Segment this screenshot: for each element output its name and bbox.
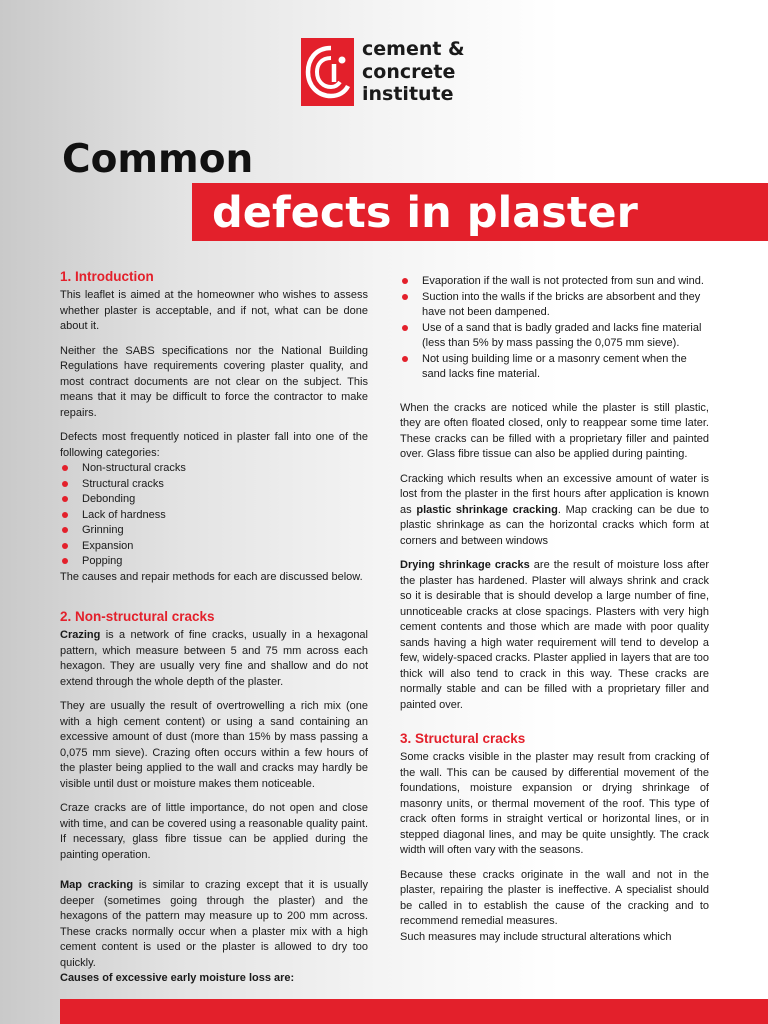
bullet-dot-icon [62, 527, 68, 533]
section-heading-introduction: 1. Introduction [60, 269, 154, 284]
defect-category-list [60, 461, 368, 570]
structural-paragraph-2: Because these cracks originate in the wall and not in the plaster, repairing the plaster is ineffective. A specialist should be called in to establish the cause of the cracking and to recommend remedial measures. [400, 868, 709, 927]
list-item: Lack of hardness [60, 508, 368, 524]
list-item: Expansion [60, 539, 368, 555]
bullet-dot-icon [62, 543, 68, 549]
intro-paragraph-4: The causes and repair methods for each are discussed below. [60, 570, 363, 583]
list-item: Popping [60, 554, 368, 570]
bullet-dot-icon [62, 512, 68, 518]
bullet-dot-icon [62, 465, 68, 471]
cci-logo [301, 38, 491, 108]
intro-paragraph-1: This leaflet is aimed at the homeowner who wishes to assess whether plaster is acceptable, and if not, what can be done about it. [60, 289, 368, 332]
term-drying-shrinkage: Drying shrinkage cracks [400, 559, 530, 571]
bullet-dot-icon [402, 278, 408, 284]
structural-paragraph-3: Such measures may include structural alterations which [400, 930, 672, 943]
footer-red-band [60, 999, 768, 1024]
logo-wordmark [362, 38, 465, 106]
plastic-shrinkage-paragraph: Cracking which results when an excessive amount of water is lost from the plaster in the first hours after application is known as plastic shrinkage cracking. Map cracking can be due to plastic shrinkage as can the horizontal cracks which form at corners and between windows [400, 472, 710, 547]
right-column [400, 274, 709, 945]
structural-paragraph-1: Some cracks visible in the plaster may result from cracking of the wall. This can be caused by differential movement of the foundations, moisture expansion or drying shrinkage of masonry units, or thermal movement of the roof. This type of crack often forms in straight vertical or horizontal lines, or in stepped diagonal lines, and may be quite unsightly. The crack width will often vary with the seasons. [400, 751, 709, 856]
list-item: Suction into the walls if the bricks are absorbent and they have not been dampened. [400, 290, 709, 321]
list-item: Debonding [60, 492, 368, 508]
list-item: Non-structural cracks [60, 461, 368, 477]
bullet-dot-icon [62, 481, 68, 487]
list-item: Structural cracks [60, 477, 368, 493]
moisture-loss-causes-list [400, 274, 709, 383]
list-item: Grinning [60, 523, 368, 539]
bullet-dot-icon [402, 294, 408, 300]
term-crazing: Crazing [60, 629, 101, 641]
bullet-dot-icon [62, 496, 68, 502]
page-title-line-1: Common [62, 137, 254, 182]
logo-line-1: cement & [362, 38, 465, 60]
cci-swirl-logo-icon [301, 38, 354, 106]
list-item: Evaporation if the wall is not protected from sun and wind. [400, 274, 709, 290]
logo-line-2: concrete [362, 60, 456, 83]
bullet-dot-icon [62, 558, 68, 564]
drying-shrinkage-paragraph: Drying shrinkage cracks are the result of moisture loss after the plaster has hardened. Plaster will always shrink and crack so it is desirable that is should develop a large number of fine, unnoticeable cracks at close spacings. Plasters with very high cement contents and those which are made with poor quality sands having a high water requirement will tend to develop a few, widely-spaced cracks. Plaster applied in layers that are too thick will also tend to crack in this way. These cracks are normally stable and can be filled with a proprietary filler and painted over. [400, 559, 709, 711]
intro-paragraph-3: Defects most frequently noticed in plaster fall into one of the following categories: [60, 431, 368, 459]
map-cracking-paragraph: Map cracking is similar to crazing except that it is usually deeper (sometimes going through the plaster) and the hexagons of the pattern may measure up to 200 mm across. These cracks normally occur when a plaster mix with a high cement content is used or the plaster is allowed to dry too quickly. [60, 879, 368, 969]
list-item: Not using building lime or a masonry cement when the sand lacks fine material. [400, 352, 709, 383]
term-map-cracking: Map cracking [60, 879, 134, 891]
left-column [60, 268, 368, 987]
section-heading-structural: 3. Structural cracks [400, 731, 526, 746]
logo-line-3: institute [362, 83, 454, 105]
crazing-paragraph: Crazing is a network of fine cracks, usually in a hexagonal pattern, which measure between 5 and 75 mm across each hexagon. They are usually very fine and shallow and do not extend through the whole depth of the plaster. [60, 629, 368, 688]
intro-paragraph-2: Neither the SABS specifications nor the National Building Regulations have requirements covering plaster quality, and most contract documents are not clear on the subject. This means that it may be difficult to force the contractor to make repairs. [60, 344, 368, 419]
term-plastic-shrinkage: plastic shrinkage cracking [416, 503, 558, 516]
page-title-line-2: defects in plaster [212, 188, 638, 238]
bullet-dot-icon [402, 356, 408, 362]
craze-cracks-paragraph: Craze cracks are of little importance, do not open and close with time, and can be covered using a reasonable quality paint. If necessary, glass fibre tissue can be applied during the painting operation. [60, 802, 368, 861]
bullet-dot-icon [402, 325, 408, 331]
crazing-causes-paragraph: They are usually the result of overtrowelling a rich mix (one with a high cement content) or using a sand containing an excessive amount of dust (more than 15% by mass passing a 0,075 mm sieve). Crazing often occurs within a few hours of the plaster being applied to the wall and cracks may hardly be visible until dust or moisture makes them noticeable. [60, 700, 368, 790]
list-item: Use of a sand that is badly graded and lacks fine material (less than 5% by mass passing the 0,075 mm sieve). [400, 321, 709, 352]
section-heading-non-structural: 2. Non-structural cracks [60, 609, 215, 624]
causes-heading: Causes of excessive early moisture loss are: [60, 972, 295, 984]
plastic-cracks-paragraph: When the cracks are noticed while the plaster is still plastic, they are often floated closed, only to reappear some time later. These cracks can be filled with a proprietary filler and painted over. Glass fibre tissue can also be applied during painting. [400, 401, 709, 460]
